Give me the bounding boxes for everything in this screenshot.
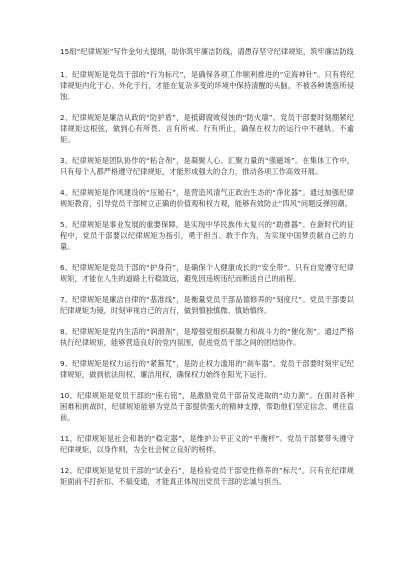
list-item: 7、纪律规矩是廉洁自律的“基准线”，是衡量党员干部品德修养的“刻度尺”。党员干部要以纪律规矩为镜，时刻审视自己的言行，做到慎独慎微、慎始慎终。 — [60, 295, 354, 315]
list-item: 6、纪律规矩是党员干部的“护身符”，是确保个人健康成长的“安全带”。只有自觉遵守纪律规矩，才能在人生的道路上行稳致远，避免因违规违纪而断送自己的前程。 — [60, 263, 354, 283]
list-item: 1、纪律规矩是党员干部的“行为标尺”，是确保各项工作顺利推进的“定海神针”。只有将纪律规矩内化于心、外化于行，才能在复杂多变的环境中保持清醒的头脑，不被各种诱惑所侵蚀。 — [60, 70, 354, 101]
list-item: 10、纪律规矩是党员干部的“座右铭”，是激励党员干部奋发进取的“动力源”。在面对各种困难和挑战时，纪律规矩能够为党员干部提供强大的精神支撑，帮助他们坚定信念、勇往直前。 — [60, 391, 354, 422]
list-item: 3、纪律规矩是团队协作的“粘合剂”，是凝聚人心、汇聚力量的“强磁场”。在集体工作中，只有每个人都严格遵守纪律规矩，才能形成强大的合力，推动各项工作高效开展。 — [60, 156, 354, 176]
intro-paragraph: 15组“纪律规矩”写作金句大提纲，助你筑牢廉洁防线，请愚存坚守纪律规矩，筑牢廉洁防线 — [60, 47, 354, 56]
list-item: 4、纪律规矩是作风建设的“压舱石”，是营造风清气正政治生态的“净化器”。通过加强纪律规矩教育，引导党员干部树立正确的价值观和权力观，能够有效防止“四风”问题反弹回潮。 — [60, 188, 354, 208]
list-item: 5、纪律规矩是事业发展的重要保障，是实现中华民族伟大复兴的“助推器”。在新时代的征程中，党员干部要以纪律规矩为指引，勇于担当、敢于作为，为实现中国梦贡献自己的力量。 — [60, 220, 354, 251]
list-item: 11、纪律规矩是社会和谐的“稳定器”，是维护公平正义的“平衡杆”。党员干部要带头遵守纪律规矩，以身作则，为全社会树立良好的榜样。 — [60, 434, 354, 454]
list-item: 9、纪律规矩是权力运行的“紧箍咒”，是防止权力滥用的“刹车器”。党员干部要时刻牢记纪律规矩，做到依法用权、廉洁用权，确保权力始终在阳光下运行。 — [60, 359, 354, 379]
list-item: 12、纪律规矩是党员干部的“试金石”，是检验党员干部党性修养的“标尺”。只有在纪律规矩面前不打折扣、不搞变通，才能真正体现出党员干部的忠诚与担当。 — [60, 466, 354, 486]
list-item: 8、纪律规矩是党内生活的“润滑剂”，是增强党组织凝聚力和战斗力的“催化剂”。通过严格执行纪律规矩，能够营造良好的党内氛围，促进党员干部之间的团结协作。 — [60, 327, 354, 347]
list-item: 2、纪律规矩是廉洁从政的“防护盾”，是抵御腐败侵蚀的“防火墙”。党员干部要时刻绷紧纪律规矩这根弦，做到心有所畏、言有所戒、行有所止，确保在权力的运行中不越轨、不逾矩。 — [60, 113, 354, 144]
